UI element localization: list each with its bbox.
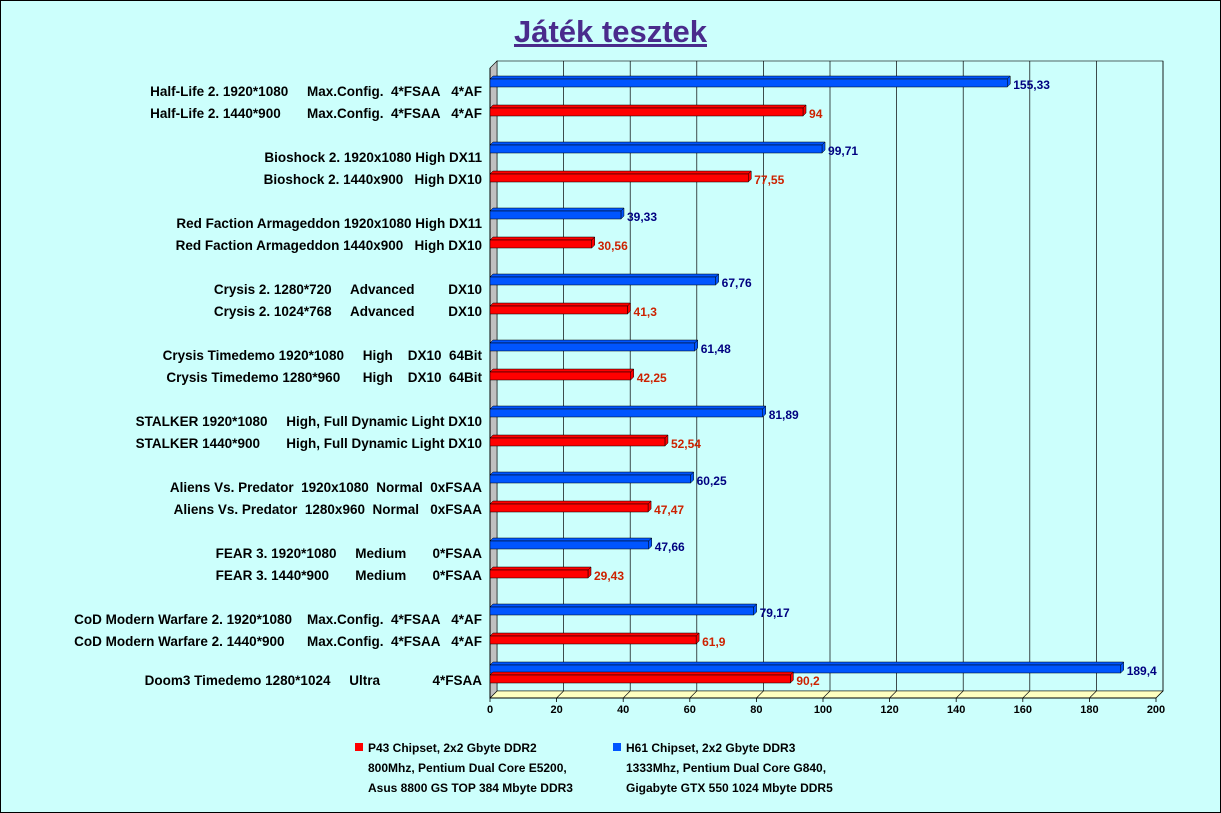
category-label-red-5: STALKER 1440*900 High, Full Dynamic Light DX10	[135, 436, 482, 451]
x-tick-label: 0	[486, 704, 494, 716]
value-label-red-6: 47,47	[654, 503, 685, 517]
x-tick-label: 40	[617, 704, 630, 716]
bar-blue-1-front	[490, 145, 822, 153]
value-label-red-1: 77,55	[754, 173, 785, 187]
value-label-blue-2: 39,33	[626, 210, 658, 224]
category-label-red-0: Half-Life 2. 1440*900 Max.Config. 4*FSAA 4*AF	[150, 106, 482, 121]
bar-blue-3-front	[490, 277, 716, 285]
x-tick-label: 140	[947, 704, 966, 716]
x-tick-label: 20	[550, 704, 563, 716]
legend-red-line-2: 800Mhz, Pentium Dual Core E5200,	[368, 761, 567, 775]
category-label-red-6: Aliens Vs. Predator 1280x960 Normal 0xFSAA	[173, 502, 482, 517]
bar-blue-6-front	[490, 475, 691, 483]
bar-blue-0	[490, 76, 1010, 87]
bar-red-7-top	[490, 567, 591, 570]
chart-title: Játék tesztek	[513, 14, 707, 49]
bar-blue-0-front	[490, 79, 1007, 87]
bar-red-0-top	[490, 105, 806, 108]
bar-blue-4-front	[490, 343, 695, 351]
legend-red-line-3: Asus 8800 GS TOP 384 Mbyte DDR3	[368, 781, 573, 795]
bar-red-5-front	[490, 438, 665, 446]
category-label-red-2: Red Faction Armageddon 1440x900 High DX10	[175, 238, 482, 253]
bar-red-8-front	[490, 636, 696, 644]
value-label-red-3: 41,3	[633, 305, 657, 319]
bar-red-3-front	[490, 306, 628, 314]
bar-red-2-top	[490, 237, 595, 240]
bar-red-3	[490, 303, 631, 314]
x-tick-label: 160	[1013, 704, 1032, 716]
bar-red-0	[490, 105, 806, 116]
value-label-red-4: 42,25	[636, 371, 667, 385]
x-tick-label: 180	[1080, 704, 1099, 716]
bar-blue-8-top	[490, 604, 757, 607]
bar-red-9-front	[490, 675, 790, 683]
x-tick-label: 200	[1146, 704, 1166, 716]
bar-red-6	[490, 501, 651, 512]
category-label-red-4: Crysis Timedemo 1280*960 High DX10 64Bit	[166, 370, 482, 385]
legend-blue-line-2: 1333Mhz, Pentium Dual Core G840,	[626, 761, 827, 775]
x-tick-label: 120	[880, 704, 899, 716]
bar-red-7-front	[490, 570, 588, 578]
value-label-blue-5: 81,89	[768, 408, 799, 422]
bar-blue-6	[490, 472, 694, 483]
x-tick-label: 100	[813, 704, 833, 716]
bar-blue-6-top	[490, 472, 694, 475]
bar-blue-4	[490, 340, 698, 351]
bar-blue-2	[490, 208, 624, 219]
category-label-red-3: Crysis 2. 1024*768 Advanced DX10	[213, 304, 482, 319]
value-label-blue-7: 47,66	[654, 540, 685, 554]
bar-blue-9-top	[490, 662, 1124, 665]
bar-red-1	[490, 171, 751, 182]
bar-red-5	[490, 435, 668, 446]
bar-blue-1-top	[490, 142, 825, 145]
value-label-red-7: 29,43	[594, 569, 625, 583]
bar-blue-3-top	[490, 274, 719, 277]
bar-blue-7-top	[490, 538, 652, 541]
bar-red-8	[490, 633, 699, 644]
x-tick-label: 80	[750, 704, 763, 716]
value-label-blue-9: 189,4	[1126, 664, 1157, 678]
value-label-red-2: 30,56	[597, 239, 628, 253]
legend-item-red	[368, 738, 573, 798]
category-label-red-1: Bioshock 2. 1440x900 High DX10	[263, 172, 482, 187]
category-label-blue-7: FEAR 3. 1920*1080 Medium 0*FSAA	[215, 546, 482, 561]
bar-red-0-front	[490, 108, 803, 116]
category-label-blue-6: Aliens Vs. Predator 1920x1080 Normal 0xFSAA	[169, 480, 482, 495]
x-tick-label: 60	[683, 704, 696, 716]
bar-blue-7	[490, 538, 652, 549]
category-label-red-7: FEAR 3. 1440*900 Medium 0*FSAA	[215, 568, 482, 583]
value-label-red-5: 52,54	[670, 437, 701, 451]
value-label-red-0: 94	[809, 107, 823, 121]
bar-red-4-top	[490, 369, 634, 372]
bar-red-8-top	[490, 633, 699, 636]
category-label-9: Doom3 Timedemo 1280*1024 Ultra 4*FSAA	[144, 673, 482, 688]
bar-red-6-front	[490, 504, 648, 512]
category-label-blue-0: Half-Life 2. 1920*1080 Max.Config. 4*FSAA 4*AF	[150, 84, 482, 99]
bar-blue-1	[490, 142, 825, 153]
legend-item-blue	[626, 738, 833, 798]
category-label-blue-5: STALKER 1920*1080 High, Full Dynamic Light DX10	[135, 414, 482, 429]
bar-red-6-top	[490, 501, 651, 504]
category-label-blue-8: CoD Modern Warfare 2. 1920*1080 Max.Config. 4*FSAA 4*AF	[74, 612, 482, 627]
bar-blue-5-top	[490, 406, 766, 409]
value-label-blue-1: 99,71	[828, 144, 859, 158]
legend-swatch-blue	[613, 743, 621, 751]
category-label-blue-2: Red Faction Armageddon 1920x1080 High DX11	[176, 216, 482, 231]
bar-red-2-front	[490, 240, 592, 248]
bar-red-5-top	[490, 435, 668, 438]
value-label-blue-4: 61,48	[700, 342, 731, 356]
category-label-red-8: CoD Modern Warfare 2. 1440*900 Max.Config. 4*FSAA 4*AF	[74, 634, 482, 649]
bar-blue-8-front	[490, 607, 754, 615]
bar-blue-5-front	[490, 409, 763, 417]
bar-red-7	[490, 567, 591, 578]
value-label-blue-8: 79,17	[759, 606, 790, 620]
bar-blue-5	[490, 406, 766, 417]
bar-blue-2-front	[490, 211, 621, 219]
bar-red-2	[490, 237, 595, 248]
bar-blue-3	[490, 274, 719, 285]
bar-blue-7-front	[490, 541, 649, 549]
value-label-blue-0: 155,33	[1013, 78, 1050, 92]
bar-red-1-top	[490, 171, 751, 174]
bar-red-3-top	[490, 303, 631, 306]
value-label-red-9: 90,2	[796, 674, 820, 688]
value-label-blue-6: 60,25	[696, 474, 727, 488]
bar-blue-2-top	[490, 208, 624, 211]
legend-blue-line-3: Gigabyte GTX 550 1024 Mbyte DDR5	[626, 781, 833, 795]
bar-blue-4-top	[490, 340, 698, 343]
value-label-blue-3: 67,76	[721, 276, 752, 290]
value-label-red-8: 61,9	[702, 635, 726, 649]
bar-blue-8	[490, 604, 757, 615]
bar-red-4-front	[490, 372, 631, 380]
bar-red-1-front	[490, 174, 748, 182]
legend-blue-line-1: H61 Chipset, 2x2 Gbyte DDR3	[626, 741, 796, 755]
bar-blue-0-top	[490, 76, 1010, 79]
bar-red-9	[490, 672, 793, 683]
legend-red-line-1: P43 Chipset, 2x2 Gbyte DDR2	[368, 741, 537, 755]
category-label-blue-1: Bioshock 2. 1920x1080 High DX11	[264, 150, 482, 165]
legend-swatch-red	[355, 743, 363, 751]
category-label-blue-3: Crysis 2. 1280*720 Advanced DX10	[213, 282, 482, 297]
bar-blue-9	[490, 662, 1124, 673]
category-label-blue-4: Crysis Timedemo 1920*1080 High DX10 64Bit	[162, 348, 482, 363]
bar-red-4	[490, 369, 634, 380]
bar-red-9-top	[490, 672, 793, 675]
